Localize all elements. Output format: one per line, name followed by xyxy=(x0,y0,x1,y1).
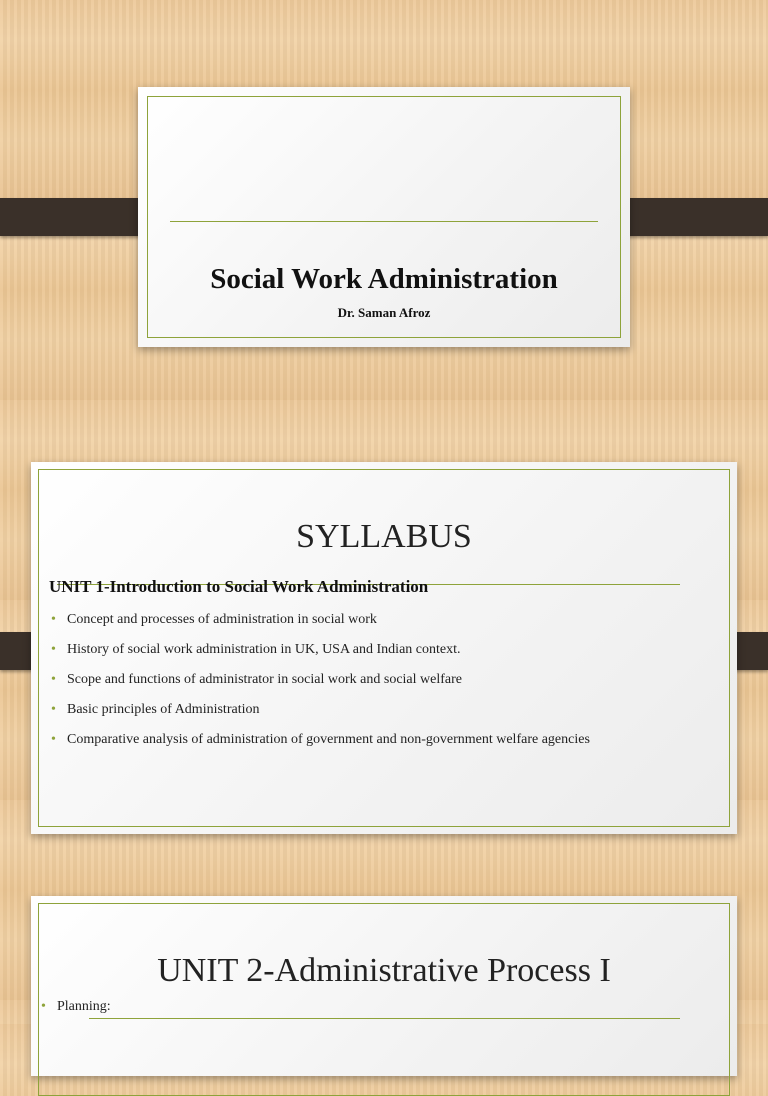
binder-strap-left-1 xyxy=(0,198,156,236)
list-item: • Basic principles of Administration xyxy=(49,700,649,720)
author-name: Dr. Saman Afroz xyxy=(337,305,431,320)
bullet-dot-icon: • xyxy=(51,672,56,687)
unit-heading: UNIT 1-Introduction to Social Work Administration xyxy=(49,577,429,596)
bullet-dot-icon: • xyxy=(51,702,56,717)
list-item: • Scope and functions of administrator in social work and social welfare xyxy=(49,670,649,690)
title-slide[interactable] xyxy=(138,87,630,347)
binder-strap-right-1 xyxy=(612,198,768,236)
bullet-list xyxy=(39,997,339,1027)
list-item: • Planning: xyxy=(39,997,339,1017)
slide-title: SYLLABUS xyxy=(296,518,472,555)
list-item: • Comparative analysis of administration of government and non-government welfare agencies xyxy=(49,730,649,750)
slide-frame xyxy=(147,96,621,338)
bullet-dot-icon: • xyxy=(51,612,56,627)
unit2-slide[interactable] xyxy=(31,896,737,1076)
slide-title: UNIT 2-Administrative Process I xyxy=(157,952,611,989)
bullet-list xyxy=(49,610,649,760)
divider-line xyxy=(170,221,598,222)
bullet-dot-icon: • xyxy=(51,642,56,657)
syllabus-slide[interactable] xyxy=(31,462,737,834)
bullet-dot-icon: • xyxy=(41,999,46,1014)
list-item: • Concept and processes of administration in social work xyxy=(49,610,649,630)
list-item: • History of social work administration in UK, USA and Indian context. xyxy=(49,640,649,660)
presentation-title: Social Work Administration xyxy=(210,263,558,295)
divider-line xyxy=(89,1018,680,1019)
bullet-dot-icon: • xyxy=(51,732,56,747)
